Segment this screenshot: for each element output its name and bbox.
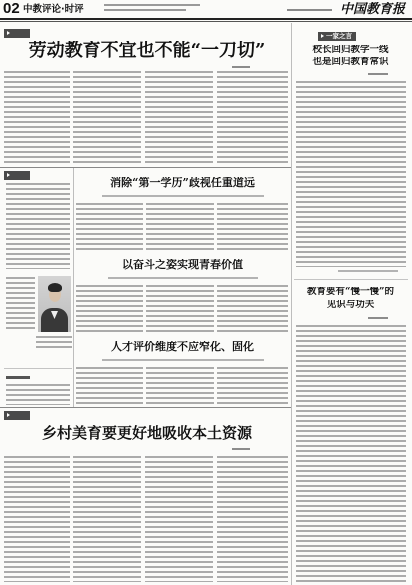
- section-rule: [0, 167, 291, 168]
- byline: [368, 73, 388, 75]
- editor-info-line: [104, 4, 200, 6]
- page-number: 02: [3, 0, 20, 17]
- section-tag: [4, 29, 30, 38]
- sidebar-bottom-headline-line-1: 教育要有“慢一慢”的: [307, 287, 394, 297]
- host-column-rule: [4, 368, 72, 369]
- article-body-text: [76, 285, 143, 335]
- column-tag-label: 一家之言: [326, 32, 352, 40]
- article-body-text: [4, 456, 70, 582]
- forum-article-3-headline: 人才评价维度不应窄化、固化: [111, 341, 254, 353]
- host-note-heading: [6, 376, 30, 379]
- article-body-text: [4, 71, 70, 165]
- article-body-text: [146, 285, 214, 335]
- article-body-text: [296, 325, 406, 583]
- host-column-divider: [73, 168, 74, 407]
- section-title: 中教评论·时评: [23, 4, 84, 15]
- portrait-name-caption: [36, 336, 72, 350]
- column-tag: [318, 32, 356, 41]
- section-tag: [4, 171, 30, 180]
- byline: [232, 448, 250, 450]
- article-body-text: [76, 367, 143, 405]
- article-body-text: [73, 71, 141, 165]
- masthead-rule-thin: [0, 21, 412, 22]
- author-note: [338, 270, 398, 272]
- issue-date-line: [287, 9, 332, 11]
- article-body-text: [217, 203, 288, 252]
- sidebar-divider: [291, 23, 292, 585]
- newspaper-logo: 中国教育报: [340, 2, 406, 17]
- sidebar-top-headline-line-2: 也是回归教育常识: [312, 57, 389, 67]
- host-column-text: [6, 183, 70, 269]
- article-body-text: [73, 456, 141, 582]
- forum-article-2-headline: 以奋斗之姿实现青春价值: [122, 259, 243, 271]
- sidebar-top-headline-line-1: 校长回归教学一线: [312, 45, 389, 55]
- article-body-text: [146, 367, 214, 405]
- forum-article-1-headline: 消除“第一学历”歧视任重道远: [110, 177, 255, 189]
- article-body-text: [146, 203, 214, 252]
- article-body-text: [217, 71, 288, 165]
- author-portrait-photo: [38, 276, 71, 332]
- article-body-text: [145, 71, 213, 165]
- masthead-rule: [0, 18, 412, 20]
- article-body-text: [217, 285, 288, 335]
- author-affiliation-line: [102, 195, 264, 197]
- portrait-hair: [48, 283, 62, 292]
- section-tag: [4, 411, 30, 420]
- top-feature-headline: 劳动教育不宜也不能“一刀切”: [28, 41, 266, 61]
- sidebar-rule: [294, 279, 408, 280]
- host-note-text: [6, 384, 70, 405]
- editor-info-line: [104, 9, 186, 11]
- portrait-caption-text: [6, 277, 35, 331]
- article-body-text: [296, 81, 406, 267]
- byline: [232, 66, 250, 68]
- author-affiliation-line: [108, 277, 258, 279]
- article-body-text: [217, 367, 288, 405]
- bottom-feature-headline: 乡村美育要更好地吸收本土资源: [41, 425, 252, 442]
- article-body-text: [217, 456, 288, 582]
- byline: [368, 317, 388, 319]
- sidebar-bottom-headline-line-2: 见识与功夫: [326, 300, 375, 310]
- article-body-text: [145, 456, 213, 582]
- section-rule: [0, 407, 291, 408]
- article-body-text: [76, 203, 143, 252]
- author-affiliation-line: [102, 359, 264, 361]
